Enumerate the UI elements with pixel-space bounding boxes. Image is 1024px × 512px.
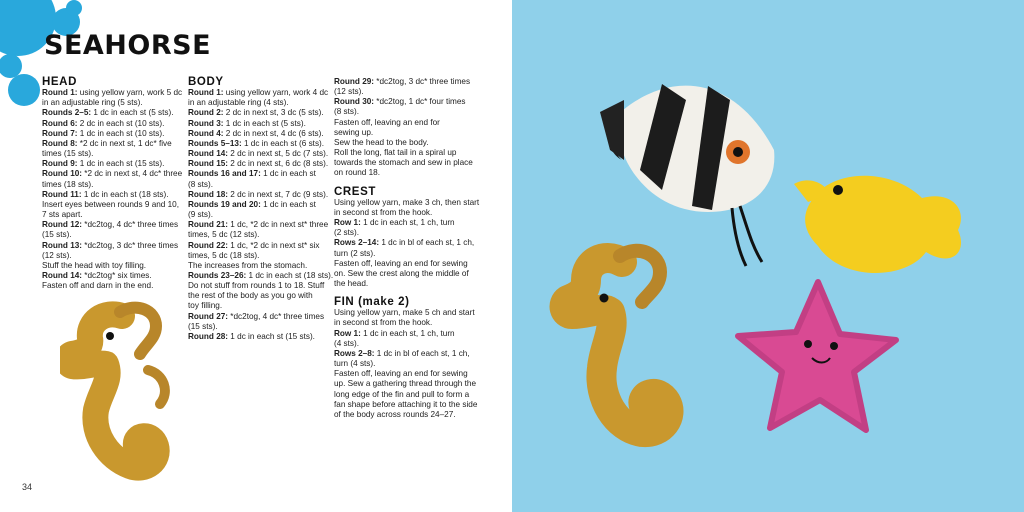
instruction-text: Fasten off, leaving an end for — [334, 117, 440, 127]
instruction-text: in an adjustable ring (5 sts). — [42, 98, 143, 108]
crochet-toys-photo — [512, 0, 1024, 512]
instruction-line — [42, 149, 182, 159]
instruction-label: Rounds 2–5: — [42, 108, 92, 118]
instruction-line — [188, 98, 328, 108]
instruction-text: up. Sew a gathering thread through the — [334, 379, 477, 389]
instruction-line — [334, 118, 474, 128]
instruction-text: 7 sts apart. — [42, 210, 83, 220]
instruction-text: 1 dc in bl of each st, 1 ch, — [374, 348, 470, 358]
instruction-line — [188, 251, 328, 261]
instruction-text: 2 dc in next st, 6 dc (8 sts). — [228, 159, 329, 169]
instruction-line — [188, 322, 328, 332]
instruction-line — [334, 107, 474, 117]
instruction-text: turn (2 sts). — [334, 248, 376, 258]
instruction-label: Round 1: — [42, 88, 78, 98]
seahorse-photo — [60, 300, 190, 490]
instruction-line — [334, 77, 474, 87]
instruction-line — [42, 251, 182, 261]
instruction-line — [188, 88, 328, 98]
body-instructions — [188, 88, 334, 342]
instruction-label: Row 1: — [334, 218, 361, 228]
instruction-line — [188, 301, 328, 311]
instruction-text: towards the stomach and sew in place — [334, 158, 473, 168]
instruction-label: Rounds 5–13: — [188, 138, 242, 148]
instruction-line — [188, 139, 328, 149]
instruction-line — [42, 281, 182, 291]
instruction-line — [42, 169, 182, 179]
instruction-text: times, 5 dc (12 sts). — [188, 230, 260, 240]
instruction-label: Round 1: — [188, 88, 224, 98]
instruction-text: (15 sts). — [42, 230, 72, 240]
instruction-label: Round 14: — [188, 149, 229, 159]
instruction-text: (12 sts). — [42, 250, 72, 260]
instruction-text: (2 sts). — [334, 228, 360, 238]
instruction-text: Fasten off, leaving an end for sewing — [334, 369, 468, 379]
instruction-text: 1 dc in each st (15 sts). — [228, 331, 315, 341]
instruction-line — [188, 210, 328, 220]
instruction-text: 1 dc in each st — [260, 199, 316, 209]
instruction-label: Round 6: — [42, 118, 78, 128]
instruction-line — [334, 197, 480, 208]
instruction-line — [188, 312, 328, 322]
instruction-label: Round 13: — [42, 240, 83, 250]
instruction-text: the head. — [334, 278, 369, 288]
instruction-text: (4 sts). — [334, 338, 360, 348]
instruction-text: *dc2tog, 1 dc* four times — [374, 97, 466, 107]
instruction-text: 1 dc in each st, 1 ch, turn — [360, 328, 455, 338]
instruction-text: 1 dc, *2 dc in next st* six — [228, 240, 320, 250]
instruction-line — [188, 270, 334, 281]
instruction-line — [42, 230, 182, 240]
instruction-line — [188, 159, 328, 169]
instruction-text: 1 dc in each st (15 sts). — [77, 159, 165, 169]
instruction-text: on. Sew the crest along the middle of — [334, 268, 469, 278]
instruction-line — [334, 259, 474, 269]
instruction-text: The increases from the stomach. — [188, 260, 308, 270]
instruction-line — [188, 200, 328, 210]
instruction-line — [334, 359, 474, 369]
instruction-label: Round 22: — [188, 240, 229, 250]
instruction-label: Round 7: — [42, 128, 78, 138]
instruction-label: Round 8: — [42, 138, 78, 148]
instruction-text: Do not stuff from rounds 1 to 18. Stuff — [188, 281, 325, 291]
instruction-text: (8 sts). — [334, 107, 360, 117]
instruction-text: 1 dc in each st (10 sts). — [77, 128, 165, 138]
instruction-label: Round 21: — [188, 220, 229, 230]
head-heading: HEAD — [42, 76, 77, 88]
instruction-line — [188, 332, 328, 342]
instruction-line — [334, 410, 474, 420]
instruction-text: 1 dc, *2 dc in next st* three — [228, 220, 329, 230]
instruction-text: long edge of the fin and pull to form a — [334, 389, 470, 399]
fin-instructions — [334, 308, 478, 420]
instruction-label: Round 12: — [42, 220, 83, 230]
starfish-toy — [738, 282, 896, 430]
instruction-line — [188, 291, 328, 301]
page-number: 34 — [22, 482, 33, 492]
instruction-text: of the body across rounds 24–27. — [334, 409, 456, 419]
instruction-line — [334, 349, 474, 359]
instruction-label: Round 4: — [188, 128, 224, 138]
instruction-line — [188, 149, 328, 159]
instruction-line — [42, 261, 182, 271]
instruction-label: Rounds 19 and 20: — [188, 199, 261, 209]
instruction-text: Using yellow yarn, make 5 ch and start — [334, 308, 475, 318]
instruction-text: 2 dc in next st, 4 dc (6 sts). — [223, 128, 324, 138]
instruction-label: Rows 2–8: — [334, 348, 375, 358]
instruction-line — [334, 308, 474, 318]
instruction-line — [42, 129, 182, 139]
instruction-text: (12 sts). — [334, 87, 364, 97]
instruction-line — [42, 200, 182, 210]
instruction-line — [42, 139, 182, 149]
instruction-text: 2 dc in each st (10 sts). — [77, 118, 165, 128]
instruction-line — [334, 138, 474, 148]
instruction-text: the rest of the body as you go with — [188, 291, 313, 301]
instruction-label: Round 30: — [334, 97, 375, 107]
instruction-line — [334, 97, 474, 107]
instruction-text: (9 sts). — [188, 210, 214, 220]
instruction-label: Rows 2–14: — [334, 238, 380, 248]
instruction-line — [42, 220, 182, 230]
instruction-line — [42, 119, 182, 129]
instruction-line — [334, 369, 474, 379]
instruction-line — [42, 190, 182, 200]
instruction-line — [42, 180, 182, 190]
instruction-label: Rounds 16 and 17: — [188, 169, 261, 179]
instruction-text: times (18 sts). — [42, 179, 94, 189]
instruction-line — [42, 210, 182, 220]
instruction-text: Sew the head to the body. — [334, 137, 429, 147]
instruction-line — [334, 128, 474, 138]
instruction-line — [334, 238, 474, 248]
head-instructions — [42, 88, 182, 291]
seahorse-toy — [565, 251, 669, 432]
instruction-line — [188, 230, 328, 240]
instruction-text: *dc2tog, 4 dc* three times — [82, 220, 179, 230]
crest-fin-column — [334, 77, 480, 420]
instruction-text: times, 5 dc (18 sts). — [188, 250, 260, 260]
instruction-text: *2 dc in next st, 1 dc* five — [77, 138, 172, 148]
instruction-line — [334, 208, 474, 218]
instruction-line — [42, 108, 182, 118]
instruction-label: Round 15: — [188, 159, 229, 169]
body-heading: BODY — [188, 76, 224, 88]
instruction-text: Insert eyes between rounds 9 and 10, — [42, 199, 180, 209]
instruction-text: 2 dc in next st, 5 dc (7 sts). — [228, 149, 329, 159]
fin-heading: FIN (make 2) — [334, 296, 410, 309]
instruction-text: Stuff the head with toy filling. — [42, 260, 147, 270]
instruction-text: fan shape before attaching it to the side — [334, 399, 478, 409]
instruction-text: Fasten off, leaving an end for sewing — [334, 258, 468, 268]
instruction-line — [334, 269, 474, 279]
instruction-line — [334, 148, 474, 158]
instruction-label: Round 27: — [188, 311, 229, 321]
instruction-text: using yellow yarn, work 4 dc — [223, 88, 329, 98]
instruction-text: Roll the long, flat tail in a spiral up — [334, 148, 457, 158]
instruction-line — [188, 119, 328, 129]
instruction-text: turn (4 sts). — [334, 359, 376, 369]
instruction-text: 1 dc in each st (5 sts). — [223, 118, 306, 128]
instruction-label: Round 29: — [334, 77, 375, 86]
instruction-text: 2 dc in next st, 7 dc (9 sts). — [228, 189, 329, 199]
instruction-text: in second st from the hook. — [334, 318, 433, 328]
instruction-label: Rounds 23–26: — [188, 270, 247, 280]
instruction-label: Round 18: — [188, 189, 229, 199]
instruction-text: 1 dc in each st, 1 ch, turn — [360, 218, 455, 228]
instruction-line — [42, 88, 182, 98]
instruction-line — [334, 249, 474, 259]
body-column — [188, 76, 334, 342]
instruction-line — [188, 108, 328, 118]
instruction-line — [334, 218, 474, 228]
instruction-text: 1 dc in bl of each st, 1 ch, — [379, 238, 475, 248]
instruction-label: Round 9: — [42, 159, 78, 169]
instruction-line — [42, 271, 182, 281]
instruction-line — [42, 159, 182, 169]
instruction-text: 1 dc in each st (6 sts). — [241, 138, 325, 148]
head-column — [42, 77, 182, 291]
instruction-label: Round 14: — [42, 270, 83, 280]
body-instructions-continued — [334, 77, 474, 179]
instruction-line — [334, 158, 474, 168]
instruction-text: in an adjustable ring (4 sts). — [188, 98, 289, 108]
instruction-line — [188, 190, 328, 200]
instruction-line — [188, 241, 328, 251]
instruction-line — [188, 281, 328, 291]
instruction-label: Round 10: — [42, 169, 83, 179]
crest-heading: CREST — [334, 185, 376, 198]
instruction-text: 1 dc in each st (5 sts). — [91, 108, 174, 118]
instruction-text: (15 sts). — [188, 321, 218, 331]
instruction-line — [334, 168, 474, 178]
instruction-text: 2 dc in next st, 3 dc (5 sts). — [223, 108, 324, 118]
instruction-text: sewing up. — [334, 127, 374, 137]
instruction-line — [188, 169, 328, 179]
instruction-line — [188, 220, 328, 230]
instruction-line — [334, 228, 474, 238]
instruction-text: using yellow yarn, work 5 dc — [77, 88, 183, 98]
instruction-text: toy filling. — [188, 301, 223, 311]
instruction-line — [334, 390, 474, 400]
instruction-text: *dc2tog* six times. — [82, 270, 152, 280]
instruction-line — [334, 87, 474, 97]
instruction-text: *dc2tog, 4 dc* three times — [228, 311, 325, 321]
angelfish-toy — [600, 84, 774, 266]
instruction-line — [334, 329, 474, 339]
instruction-line — [334, 379, 477, 389]
instruction-label: Round 3: — [188, 118, 224, 128]
instruction-text: times (15 sts). — [42, 149, 94, 159]
instruction-text: Fasten off and darn in the end. — [42, 281, 154, 291]
instruction-line — [188, 261, 328, 271]
instruction-text: 1 dc in each st (18 sts). — [81, 189, 169, 199]
instruction-text: in second st from the hook. — [334, 207, 433, 217]
instruction-label: Round 2: — [188, 108, 224, 118]
instruction-label: Round 28: — [188, 331, 229, 341]
instruction-text: on round 18. — [334, 168, 380, 178]
instruction-label: Row 1: — [334, 328, 361, 338]
instruction-line — [188, 180, 328, 190]
page-title: SEAHORSE — [44, 30, 212, 61]
instruction-text: Using yellow yarn, make 3 ch, then start — [334, 197, 480, 207]
instruction-line — [334, 339, 474, 349]
instruction-line — [42, 98, 182, 108]
instruction-text: 1 dc in each st — [260, 169, 316, 179]
instruction-label: Round 11: — [42, 189, 82, 199]
instruction-line — [334, 399, 478, 410]
instruction-line — [334, 318, 474, 328]
instruction-text: 1 dc in each st (18 sts). — [246, 270, 334, 280]
right-page-photo — [512, 0, 1024, 512]
yellow-fish-toy — [794, 176, 961, 273]
instruction-text: *dc2tog, 3 dc* three times — [374, 77, 471, 86]
crest-instructions — [334, 197, 480, 289]
instruction-line — [188, 129, 328, 139]
instruction-line — [42, 241, 182, 251]
instruction-line — [334, 279, 474, 289]
instruction-text: *2 dc in next st, 4 dc* three — [82, 169, 183, 179]
instruction-text: (8 sts). — [188, 179, 214, 189]
instruction-text: *dc2tog, 3 dc* three times — [82, 240, 179, 250]
